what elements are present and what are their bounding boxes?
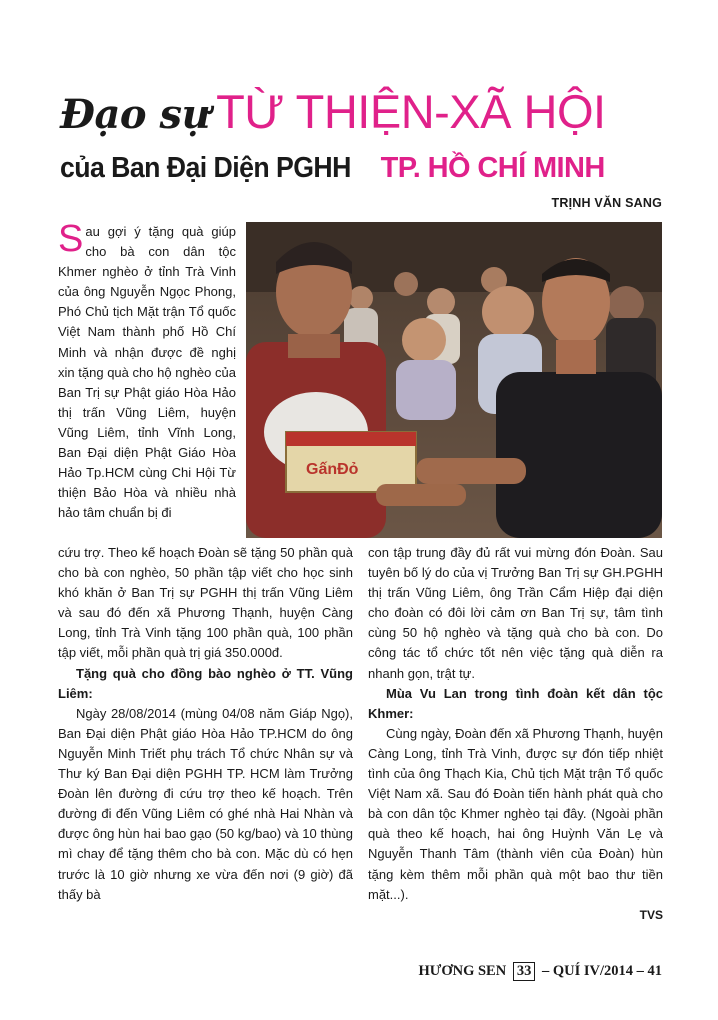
magazine-name: HƯƠNG SEN xyxy=(418,963,507,979)
section-heading-khmer: Mùa Vu Lan trong tình đoàn kết dân tộc Khmer: xyxy=(368,685,663,721)
page-footer xyxy=(419,962,662,981)
article-title xyxy=(60,84,680,152)
gift-box-label: GấnĐỏ xyxy=(306,461,359,478)
article-photo xyxy=(246,222,662,538)
photo-illustration xyxy=(246,222,662,538)
left-paragraph-2: Ngày 28/08/2014 (mùng 04/08 năm Giáp Ngọ), Ban Đại diện Phật giáo Hòa Hảo TP.HCM do ông Nguyễn Minh Triết phụ trách Tổ chức Nhân sự và Thư ký Ban Đại diện PGHH TP. HCM làm Trưởng Đoàn lên đường đi cứu trợ theo kế hoạch. Trên đường đi đến Vũng Liêm có ghé nhà Hai Nhàn và được ông hùn hai bao gạo (50 kg/bao) và 10 thùng mì chay để tặng thêm cho bà con. Mặc dù có hẹn trước là 10 giờ nhưng xe vừa đến nơi (9 giờ) đã thấy bà xyxy=(58,705,353,902)
right-paragraph-2: Cùng ngày, Đoàn đến xã Phương Thạnh, huyện Càng Long, tỉnh Trà Vinh, được sự đón tiếp nhiệt tình của ông Thạch Kia, Chủ tịch Mặt trận Tổ quốc Việt Nam xã. Sau đó Đoàn tiến hành phát quà cho bà con dân tộc Khmer nghèo tại đây. (Ngoài phần quà theo kế hoạch, hai ông Huỳnh Văn Lẹ và Nguyễn Thanh Tâm (thành viên của Đoàn) hùn tặng kèm thêm mỗi phần quà một bao thư tiền mặt...). xyxy=(368,725,663,902)
author-signature: TVS xyxy=(639,907,663,922)
article-subtitle xyxy=(60,146,680,195)
left-paragraph-1: cứu trợ. Theo kế hoạch Đoàn sẽ tặng 50 phần quà cho bà con nghèo, 50 phần tập viết cho học sinh khó khăn ở Ban Trị sự PGHH thị trấn Vũng Liêm và sau đó đến xã Phương Thạnh, huyện Càng Long, tỉnh Trà Vinh tặng 100 phần quà, 100 phần tập viết, mỗi phần quà trị giá 350.000đ. xyxy=(58,545,353,661)
left-column xyxy=(58,543,353,905)
lead-text: au gợi ý tặng quà giúp cho bà con dân tộc Khmer nghèo ở tỉnh Trà Vinh của ông Nguyễn Ngọc Phong, Phó Chủ tịch Mặt trận Tổ quốc Việt Nam thành phố Hồ Chí Minh và nhận được đề nghị xin tặng quà cho hộ nghèo của Ban Trị sự Phật giáo Hòa Hảo thị trấn Vũng Liêm, huyện Vũng Liêm, tỉnh Vĩnh Long, Ban Đại diện Phật Giáo Hòa Hảo Tp.HCM cùng Chi Hội Từ thiện Bảo Hòa và nhiều nhà hảo tâm chuẩn bị đi xyxy=(58,224,236,521)
drop-cap: S xyxy=(58,218,84,260)
right-paragraph-1: con tập trung đầy đủ rất vui mừng đón Đoàn. Sau tuyên bố lý do của vị Trưởng Ban Trị sự GH.PGHH thị trấn Vũng Liêm, ông Trần Cẩm Hiệp đại diện cho đoàn có đôi lời cảm ơn Ban Trị sự, tâm tình cùng 50 hộ nghèo và tặng quà cho bà con. Do công tác tổ chức tốt nên việc tặng quà diễn ra nhanh gọn, trật tự. xyxy=(368,545,663,681)
subtitle-highlight: TP. HỒ CHÍ MINH xyxy=(380,152,605,184)
issue-period: – QUÍ IV/2014 – xyxy=(541,963,644,979)
title-highlight: TỪ THIỆN-XÃ HỘI xyxy=(216,85,606,138)
page-number: 41 xyxy=(647,963,662,979)
subtitle-black: của Ban Đại Diện PGHH xyxy=(60,152,351,184)
title-script: Đạo sự xyxy=(60,91,211,138)
author-byline: TRỊNH VĂN SANG xyxy=(551,196,662,210)
issue-number: 33 xyxy=(513,962,536,981)
section-heading-vung-liem: Tặng quà cho đồng bào nghèo ở TT. Vũng Liêm: xyxy=(58,665,353,701)
lead-paragraph xyxy=(58,218,236,523)
right-column xyxy=(368,543,663,925)
